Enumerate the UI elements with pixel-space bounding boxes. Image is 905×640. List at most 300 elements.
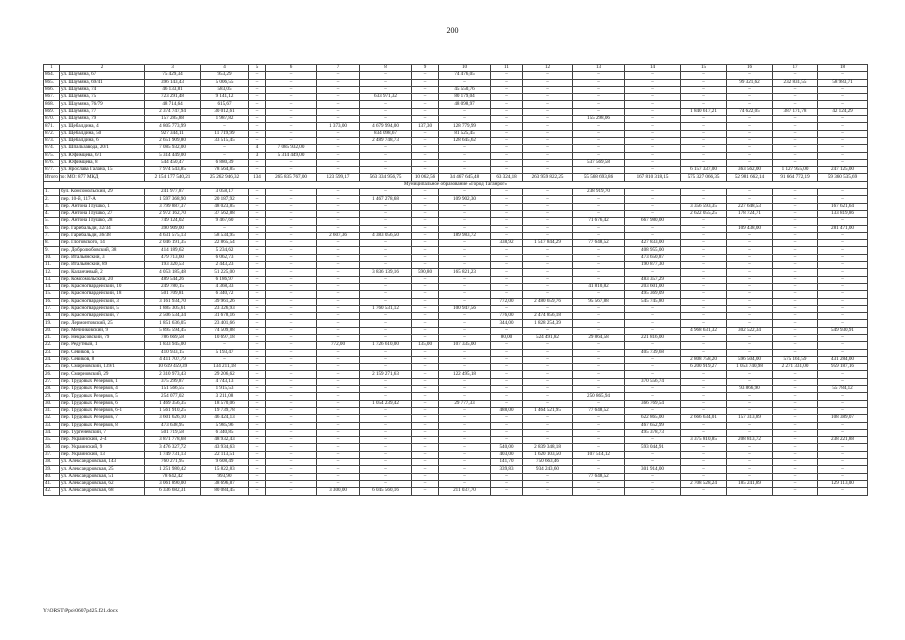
value-cell: – bbox=[818, 488, 868, 495]
value-cell: – bbox=[412, 101, 439, 108]
value-cell: – bbox=[412, 422, 439, 429]
row-number-cell: 19. bbox=[44, 320, 60, 327]
value-cell: – bbox=[625, 451, 681, 458]
table-row bbox=[44, 459, 868, 466]
value-cell: – bbox=[625, 72, 681, 79]
value-cell: 301 914,00 bbox=[625, 466, 681, 473]
value-cell: – bbox=[523, 291, 573, 298]
value-cell: – bbox=[249, 429, 266, 436]
address-cell: пер. Трудовых Резервов, 8 bbox=[60, 422, 145, 429]
value-cell: 108 389,07 bbox=[818, 415, 868, 422]
value-cell: – bbox=[773, 313, 818, 320]
value-cell: 238 221,88 bbox=[818, 437, 868, 444]
value-cell: 927 344,11 bbox=[145, 130, 201, 137]
value-cell: – bbox=[625, 116, 681, 123]
value-cell: 4 bbox=[201, 65, 249, 72]
value-cell: – bbox=[681, 130, 727, 137]
value-cell: – bbox=[573, 247, 625, 254]
value-cell: – bbox=[727, 473, 773, 480]
value-cell: 6 bbox=[266, 65, 317, 72]
value-cell: – bbox=[818, 123, 868, 130]
row-number-cell: 15. bbox=[44, 291, 60, 298]
address-cell: пер. Красногвардейский, 5 bbox=[60, 305, 145, 312]
value-cell: – bbox=[266, 473, 317, 480]
value-cell: – bbox=[317, 108, 360, 115]
value-cell: 151 566,55 bbox=[145, 386, 201, 393]
value-cell: 2 607,36 bbox=[317, 232, 360, 239]
value-cell: 77 648,52 bbox=[573, 240, 625, 247]
value-cell: – bbox=[523, 123, 573, 130]
value-cell: 81 525,45 bbox=[439, 130, 491, 137]
table-row bbox=[44, 291, 868, 298]
value-cell: – bbox=[625, 364, 681, 371]
value-cell: – bbox=[266, 116, 317, 123]
value-cell: – bbox=[523, 232, 573, 239]
value-cell: 128 645,62 bbox=[439, 137, 491, 144]
value-cell: – bbox=[573, 386, 625, 393]
value-cell: – bbox=[681, 94, 727, 101]
value-cell: – bbox=[681, 400, 727, 407]
value-cell: – bbox=[266, 79, 317, 86]
value-cell: – bbox=[439, 429, 491, 436]
value-cell: 1 053 740,98 bbox=[727, 364, 773, 371]
value-cell: – bbox=[360, 320, 412, 327]
address-cell: ул. Шпальзавода, 20/1 bbox=[60, 145, 145, 152]
value-cell: 48 714,64 bbox=[145, 101, 201, 108]
value-cell: – bbox=[818, 232, 868, 239]
value-cell: – bbox=[523, 276, 573, 283]
value-cell: – bbox=[573, 444, 625, 451]
value-cell: 6 186,97 bbox=[201, 276, 249, 283]
value-cell: – bbox=[360, 262, 412, 269]
value-cell: – bbox=[360, 72, 412, 79]
value-cell: – bbox=[317, 334, 360, 341]
value-cell: – bbox=[681, 466, 727, 473]
value-cell: 15 822,83 bbox=[201, 466, 249, 473]
value-cell: – bbox=[412, 232, 439, 239]
value-cell: 1 840 617,21 bbox=[681, 108, 727, 115]
value-cell: – bbox=[412, 327, 439, 334]
address-cell: пер. Севиков, 5 bbox=[60, 349, 145, 356]
value-cell: – bbox=[625, 437, 681, 444]
value-cell: – bbox=[491, 152, 523, 159]
value-cell: – bbox=[681, 86, 727, 93]
value-cell: 370 556,74 bbox=[625, 378, 681, 385]
value-cell: 189 983,72 bbox=[439, 232, 491, 239]
value-cell: 203 601,00 bbox=[625, 283, 681, 290]
value-cell: 1 517 844,29 bbox=[523, 240, 573, 247]
value-cell: 544 450,47 bbox=[145, 159, 201, 166]
value-cell: 4 805 773,99 bbox=[145, 123, 201, 130]
value-cell: – bbox=[491, 189, 523, 196]
value-cell: 23 326,93 bbox=[201, 305, 249, 312]
value-cell: 29 777,33 bbox=[439, 400, 491, 407]
value-cell: – bbox=[266, 94, 317, 101]
address-cell: пер. Красногвардейский, 7 bbox=[60, 313, 145, 320]
value-cell: – bbox=[439, 459, 491, 466]
value-cell: – bbox=[625, 386, 681, 393]
value-cell: 633 971,32 bbox=[360, 94, 412, 101]
value-cell: 19 739,78 bbox=[201, 407, 249, 414]
value-cell: – bbox=[681, 254, 727, 261]
value-cell: – bbox=[727, 145, 773, 152]
value-cell: 22 113,51 bbox=[201, 451, 249, 458]
value-cell: – bbox=[625, 313, 681, 320]
value-cell: – bbox=[249, 86, 266, 93]
value-cell: 250 865,94 bbox=[573, 393, 625, 400]
value-cell: – bbox=[249, 400, 266, 407]
value-cell: 93 866,90 bbox=[727, 386, 773, 393]
value-cell: 2 443,23 bbox=[201, 262, 249, 269]
value-cell: – bbox=[727, 269, 773, 276]
value-cell: – bbox=[249, 159, 266, 166]
value-cell: – bbox=[360, 152, 412, 159]
value-cell: – bbox=[491, 232, 523, 239]
address-cell: ул. Шаумяна, 77 bbox=[60, 108, 145, 115]
value-cell: – bbox=[573, 466, 625, 473]
value-cell: – bbox=[360, 203, 412, 210]
value-cell: 593 044,91 bbox=[625, 444, 681, 451]
value-cell: 134 211,18 bbox=[201, 364, 249, 371]
value-cell: – bbox=[491, 101, 523, 108]
value-cell: – bbox=[412, 400, 439, 407]
value-cell: – bbox=[523, 137, 573, 144]
value-cell: – bbox=[573, 327, 625, 334]
value-cell: – bbox=[412, 203, 439, 210]
value-cell: – bbox=[491, 415, 523, 422]
value-cell: 489 544,26 bbox=[145, 276, 201, 283]
row-number-cell: 36. bbox=[44, 444, 60, 451]
value-cell: – bbox=[360, 415, 412, 422]
value-cell: – bbox=[491, 393, 523, 400]
value-cell: 1 127 955,00 bbox=[773, 167, 818, 174]
value-cell: 1 561 910,25 bbox=[145, 407, 201, 414]
value-cell: – bbox=[249, 94, 266, 101]
value-cell: – bbox=[317, 262, 360, 269]
value-cell: 537 569,58 bbox=[573, 159, 625, 166]
value-cell: 78 564,85 bbox=[201, 167, 249, 174]
page-number: 200 bbox=[446, 26, 459, 35]
value-cell: – bbox=[249, 305, 266, 312]
value-cell: – bbox=[491, 167, 523, 174]
value-cell: – bbox=[266, 437, 317, 444]
value-cell: – bbox=[317, 86, 360, 93]
value-cell: – bbox=[412, 459, 439, 466]
value-cell: – bbox=[360, 145, 412, 152]
value-cell: – bbox=[818, 393, 868, 400]
table-row bbox=[44, 415, 868, 422]
value-cell: 39 961,26 bbox=[201, 298, 249, 305]
value-cell: – bbox=[773, 254, 818, 261]
value-cell: 934 243,60 bbox=[523, 466, 573, 473]
address-cell: пер. Некрасовский, 79 bbox=[60, 334, 145, 341]
value-cell: – bbox=[681, 225, 727, 232]
value-cell: – bbox=[818, 291, 868, 298]
value-cell: 408 955,00 bbox=[625, 247, 681, 254]
value-cell: – bbox=[249, 451, 266, 458]
value-cell: – bbox=[727, 451, 773, 458]
value-cell: – bbox=[573, 378, 625, 385]
value-cell: – bbox=[439, 378, 491, 385]
value-cell: – bbox=[266, 466, 317, 473]
value-cell: – bbox=[625, 232, 681, 239]
value-cell: – bbox=[625, 94, 681, 101]
value-cell: – bbox=[412, 210, 439, 217]
value-cell: – bbox=[523, 393, 573, 400]
value-cell: – bbox=[317, 305, 360, 312]
value-cell: – bbox=[523, 488, 573, 495]
value-cell: – bbox=[439, 247, 491, 254]
value-cell: – bbox=[818, 283, 868, 290]
value-cell: – bbox=[625, 137, 681, 144]
value-cell: – bbox=[317, 101, 360, 108]
address-cell: пер. Красногвардейский, 10 bbox=[60, 283, 145, 290]
row-number-cell: 17. bbox=[44, 305, 60, 312]
value-cell: – bbox=[360, 356, 412, 363]
value-cell: – bbox=[681, 422, 727, 429]
value-cell: – bbox=[625, 225, 681, 232]
row-number-cell: 31. bbox=[44, 407, 60, 414]
value-cell: 12 bbox=[523, 65, 573, 72]
value-cell: – bbox=[491, 210, 523, 217]
address-cell: пер. Мечниковский, 9 bbox=[60, 327, 145, 334]
value-cell: – bbox=[266, 123, 317, 130]
value-cell: – bbox=[681, 283, 727, 290]
value-cell: – bbox=[439, 145, 491, 152]
value-cell: – bbox=[681, 488, 727, 495]
value-cell: – bbox=[249, 342, 266, 349]
value-cell: 133 819,86 bbox=[818, 210, 868, 217]
value-cell: 100 947,56 bbox=[439, 305, 491, 312]
value-cell: 185 241,89 bbox=[727, 480, 773, 487]
address-cell: ул. Юфимцева, 6/1 bbox=[60, 152, 145, 159]
value-cell: – bbox=[412, 429, 439, 436]
value-cell: – bbox=[773, 145, 818, 152]
value-cell: 8 bbox=[360, 65, 412, 72]
value-cell: – bbox=[439, 386, 491, 393]
value-cell: – bbox=[266, 400, 317, 407]
value-cell: – bbox=[491, 225, 523, 232]
value-cell: 524 491,82 bbox=[523, 334, 573, 341]
value-cell: – bbox=[317, 327, 360, 334]
value-cell: 46 133,81 bbox=[145, 86, 201, 93]
value-cell: – bbox=[773, 480, 818, 487]
value-cell: – bbox=[317, 79, 360, 86]
value-cell: 479 713,60 bbox=[145, 254, 201, 261]
value-cell: – bbox=[412, 371, 439, 378]
value-cell: 37 562,88 bbox=[201, 210, 249, 217]
value-cell: 1 469 356,35 bbox=[145, 400, 201, 407]
value-cell: – bbox=[773, 400, 818, 407]
value-cell: – bbox=[573, 130, 625, 137]
value-cell: – bbox=[249, 283, 266, 290]
row-number-cell: 870. bbox=[44, 116, 60, 123]
value-cell: – bbox=[523, 371, 573, 378]
value-cell: 157 313,89 bbox=[727, 415, 773, 422]
value-cell: – bbox=[317, 94, 360, 101]
value-cell: – bbox=[266, 444, 317, 451]
value-cell: – bbox=[523, 130, 573, 137]
value-cell: – bbox=[317, 137, 360, 144]
value-cell: – bbox=[266, 130, 317, 137]
value-cell: – bbox=[266, 298, 317, 305]
address-cell: пер. Итальянский, 3 bbox=[60, 254, 145, 261]
value-cell: – bbox=[249, 203, 266, 210]
value-cell: 29 864,58 bbox=[573, 334, 625, 341]
value-cell: – bbox=[773, 488, 818, 495]
value-cell: – bbox=[773, 130, 818, 137]
value-cell: – bbox=[360, 393, 412, 400]
value-cell: 390 909,00 bbox=[145, 225, 201, 232]
address-cell: ул. Шаумяна, 75 bbox=[60, 94, 145, 101]
value-cell: – bbox=[625, 159, 681, 166]
value-cell: – bbox=[818, 473, 868, 480]
value-cell: – bbox=[727, 276, 773, 283]
value-cell: – bbox=[266, 342, 317, 349]
value-cell: 22 865,54 bbox=[201, 240, 249, 247]
value-cell: – bbox=[523, 94, 573, 101]
row-number-cell: 11. bbox=[44, 262, 60, 269]
address-cell: пер. Редутный, 1 bbox=[60, 342, 145, 349]
value-cell: – bbox=[491, 327, 523, 334]
value-cell: – bbox=[727, 407, 773, 414]
value-cell: – bbox=[491, 94, 523, 101]
value-cell: – bbox=[412, 334, 439, 341]
value-cell: – bbox=[491, 137, 523, 144]
value-cell: – bbox=[317, 349, 360, 356]
value-cell: – bbox=[266, 108, 317, 115]
value-cell: – bbox=[412, 480, 439, 487]
row-number-cell: 867. bbox=[44, 94, 60, 101]
value-cell: 178 724,71 bbox=[727, 210, 773, 217]
value-cell: 410 933,15 bbox=[145, 349, 201, 356]
address-cell: пер. Антона Глушко, 1 bbox=[60, 203, 145, 210]
value-cell: 483 357,29 bbox=[625, 276, 681, 283]
address-cell: пер. Каланчевый, 2 bbox=[60, 269, 145, 276]
value-cell: 4 968 631,32 bbox=[681, 327, 727, 334]
value-cell: – bbox=[727, 72, 773, 79]
value-cell: – bbox=[266, 371, 317, 378]
value-cell: – bbox=[773, 451, 818, 458]
address-cell: ул. Щебалдина, 6 bbox=[60, 137, 145, 144]
value-cell: 247 125,00 bbox=[818, 167, 868, 174]
value-cell: – bbox=[773, 72, 818, 79]
value-cell: 109 438,00 bbox=[727, 225, 773, 232]
value-cell: 2 622 055,25 bbox=[681, 210, 727, 217]
row-number-cell: 41. bbox=[44, 480, 60, 487]
value-cell: 74 622,05 bbox=[727, 108, 773, 115]
value-cell: – bbox=[491, 145, 523, 152]
value-cell: – bbox=[573, 364, 625, 371]
value-cell: 501 719,58 bbox=[145, 429, 201, 436]
value-cell: – bbox=[317, 466, 360, 473]
value-cell: – bbox=[625, 189, 681, 196]
value-cell: – bbox=[317, 451, 360, 458]
value-cell: – bbox=[625, 203, 681, 210]
value-cell: – bbox=[412, 283, 439, 290]
value-cell: – bbox=[773, 444, 818, 451]
value-cell: – bbox=[727, 283, 773, 290]
value-cell: – bbox=[360, 386, 412, 393]
value-cell: – bbox=[681, 371, 727, 378]
value-cell: – bbox=[727, 101, 773, 108]
value-cell: – bbox=[412, 415, 439, 422]
value-cell: 3 211,08 bbox=[201, 393, 249, 400]
row-number-cell: 21. bbox=[44, 334, 60, 341]
value-cell: – bbox=[773, 466, 818, 473]
row-number-cell: 10. bbox=[44, 254, 60, 261]
row-number-cell: 24. bbox=[44, 356, 60, 363]
value-cell: 4 368,33 bbox=[201, 283, 249, 290]
value-cell: – bbox=[317, 130, 360, 137]
value-cell: – bbox=[412, 291, 439, 298]
value-cell: 344,00 bbox=[491, 320, 523, 327]
value-cell: – bbox=[523, 254, 573, 261]
value-cell: – bbox=[681, 101, 727, 108]
value-cell: – bbox=[439, 218, 491, 225]
file-path-footer: Y:\ORST\Ppo\0607p425.f21.docx bbox=[43, 608, 118, 614]
value-cell: – bbox=[412, 356, 439, 363]
row-number-cell: 42. bbox=[44, 488, 60, 495]
row-number-cell: 18. bbox=[44, 313, 60, 320]
value-cell: – bbox=[681, 247, 727, 254]
value-cell: – bbox=[773, 116, 818, 123]
value-cell: – bbox=[818, 196, 868, 203]
value-cell: – bbox=[727, 444, 773, 451]
row-number-cell: 12. bbox=[44, 269, 60, 276]
value-cell: – bbox=[412, 254, 439, 261]
value-cell: – bbox=[412, 298, 439, 305]
value-cell: 59 360 535,69 bbox=[818, 174, 868, 181]
value-cell: – bbox=[266, 334, 317, 341]
row-number-cell: 869. bbox=[44, 108, 60, 115]
value-cell: 7 974 543,85 bbox=[145, 167, 201, 174]
value-cell: 107 514,12 bbox=[573, 451, 625, 458]
value-cell: – bbox=[573, 262, 625, 269]
value-cell: 9 467,60 bbox=[201, 218, 249, 225]
value-cell: 583,05 bbox=[201, 86, 249, 93]
value-cell: – bbox=[573, 320, 625, 327]
value-cell: – bbox=[573, 72, 625, 79]
value-cell: – bbox=[439, 444, 491, 451]
value-cell: 63 324,18 bbox=[491, 174, 523, 181]
value-cell: – bbox=[773, 159, 818, 166]
row-number-cell: 865. bbox=[44, 79, 60, 86]
value-cell: – bbox=[439, 407, 491, 414]
value-cell: – bbox=[249, 422, 266, 429]
value-cell: – bbox=[317, 371, 360, 378]
value-cell: 495 378,73 bbox=[625, 429, 681, 436]
row-number-cell: 39. bbox=[44, 466, 60, 473]
value-cell: – bbox=[773, 473, 818, 480]
value-cell: – bbox=[201, 152, 249, 159]
row-number-cell: 29. bbox=[44, 393, 60, 400]
value-cell: 4 bbox=[249, 145, 266, 152]
row-number-cell: 13. bbox=[44, 276, 60, 283]
address-cell: ул. Шаумяна, 76/79 bbox=[60, 101, 145, 108]
value-cell: 128 779,99 bbox=[439, 123, 491, 130]
value-cell: 6 340,85 bbox=[201, 429, 249, 436]
value-cell: – bbox=[681, 334, 727, 341]
value-cell: 4 383 056,50 bbox=[360, 232, 412, 239]
value-cell: – bbox=[625, 108, 681, 115]
value-cell: – bbox=[201, 225, 249, 232]
value-cell: – bbox=[625, 210, 681, 217]
value-cell: – bbox=[727, 94, 773, 101]
row-number-cell: 16. bbox=[44, 298, 60, 305]
value-cell: – bbox=[727, 116, 773, 123]
value-cell: – bbox=[523, 378, 573, 385]
